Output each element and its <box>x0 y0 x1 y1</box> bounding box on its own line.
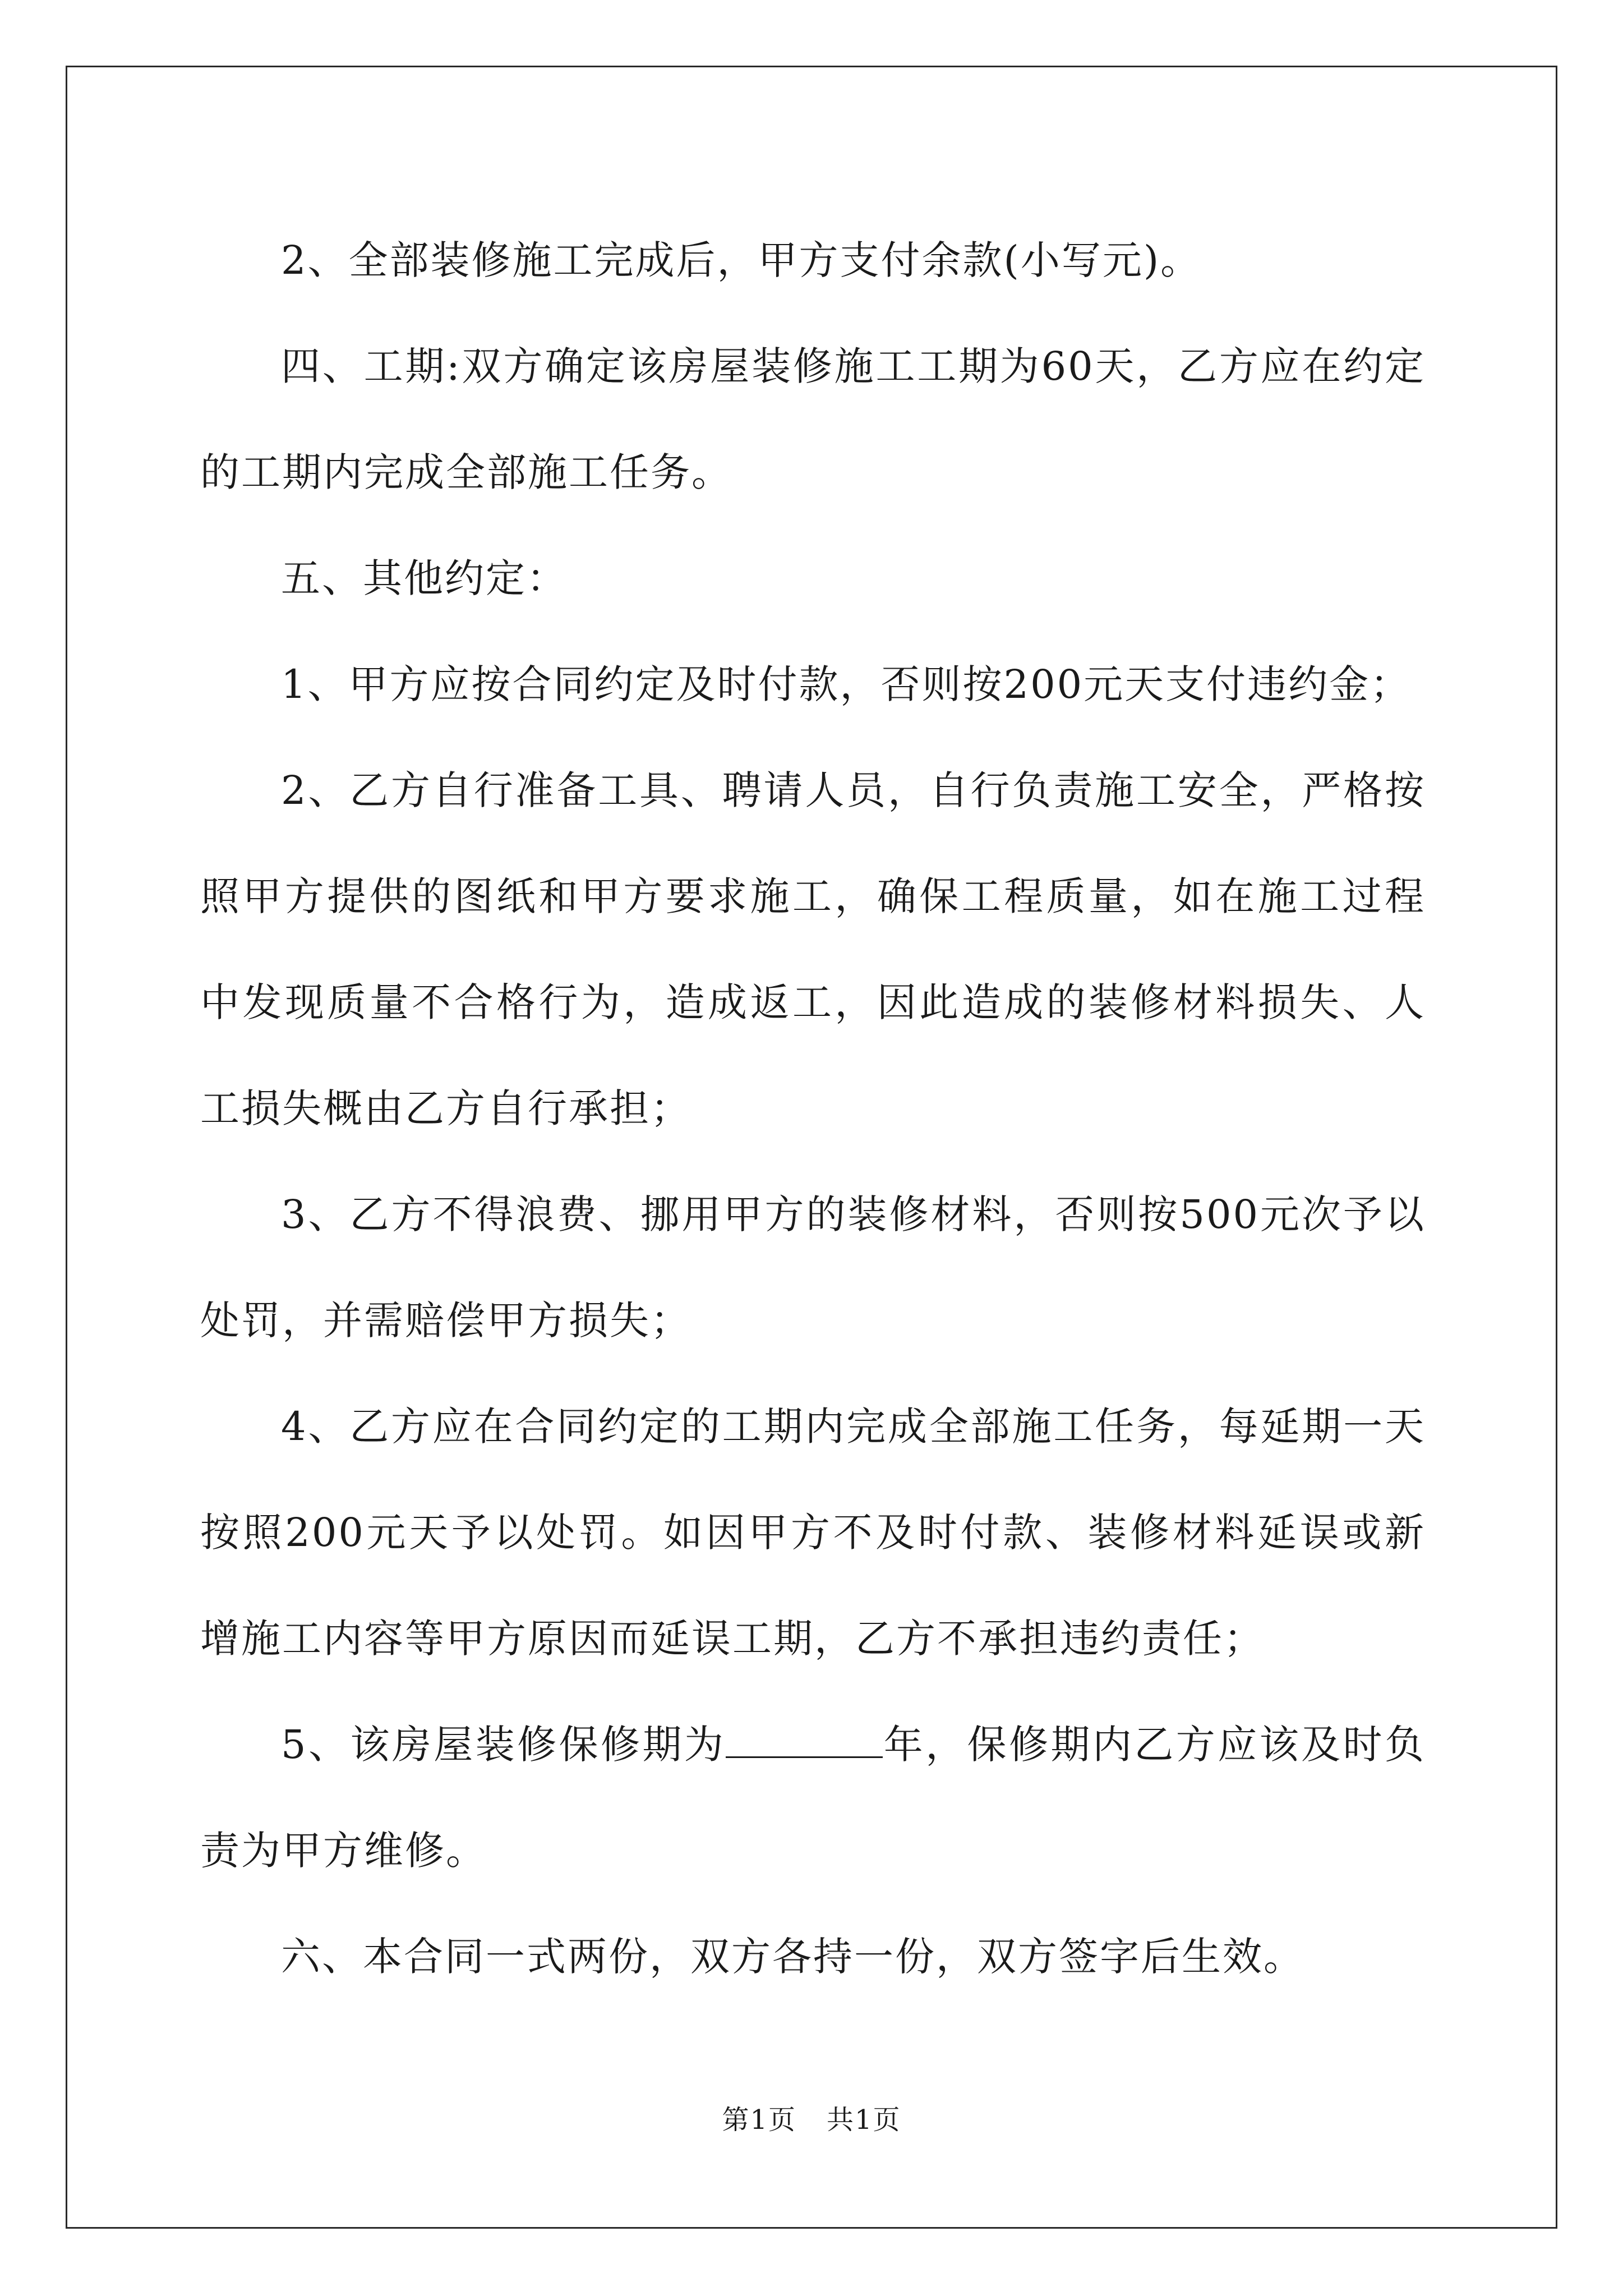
page-footer <box>0 2098 1623 2137</box>
term-5-rest: 年，保修期内乙方应该及时负责为甲方维修。 <box>200 1722 1426 1874</box>
paragraph-term-1: 1、甲方应按合同约定及时付款，否则按200元天支付违约金； <box>281 661 1412 707</box>
paragraph-final-payment: 2、全部装修施工完成后，甲方支付余款(小写元)。 <box>281 237 1202 283</box>
term-5-lead: 5、该房屋装修保修期为 <box>281 1722 726 1768</box>
paragraph-construction-period: 四、工期:双方确定该房屋装修施工工期为60天，乙方应在约定的工期内完成全部施工任务。 <box>200 343 1426 495</box>
paragraph-term-4: 4、乙方应在合同约定的工期内完成全部施工任务，每延期一天按照200元天予以处罚。如因甲方不及时付款、装修材料延误或新增施工内容等甲方原因而延误工期，乙方不承担违约责任； <box>200 1404 1426 1662</box>
warranty-years-blank <box>726 1724 883 1758</box>
paragraph-term-5 <box>200 1692 1426 1904</box>
document-body <box>200 208 1426 2010</box>
total-pages: 共1页 <box>827 2104 901 2136</box>
paragraph-term-2: 2、乙方自行准备工具、聘请人员，自行负责施工安全，严格按照甲方提供的图纸和甲方要求施工，确保工程质量，如在施工过程中发现质量不合格行为，造成返工，因此造成的装修材料损失、人工损失概由乙方自行承担； <box>200 767 1426 1131</box>
current-page-number: 第1页 <box>722 2104 796 2136</box>
paragraph-other-terms-heading: 五、其他约定： <box>281 555 568 601</box>
paragraph-term-3: 3、乙方不得浪费、挪用甲方的装修材料，否则按500元次予以处罚，并需赔偿甲方损失； <box>200 1191 1426 1343</box>
paragraph-contract-copies: 六、本合同一式两份，双方各持一份，双方签字后生效。 <box>281 1934 1304 1980</box>
